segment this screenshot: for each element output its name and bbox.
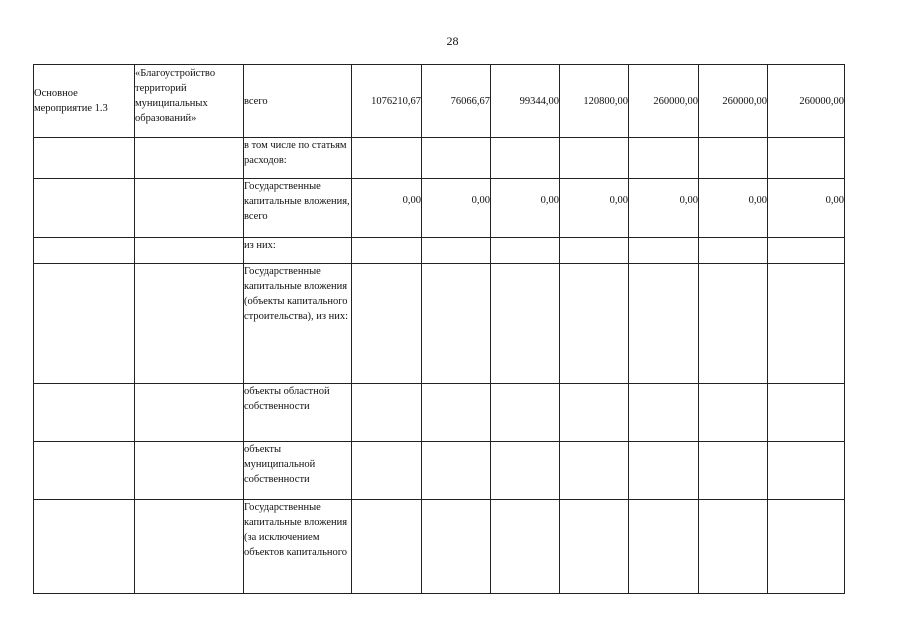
amount-cell xyxy=(699,442,768,500)
amount-cell: 76066,67 xyxy=(422,65,491,138)
main-event-cell xyxy=(34,238,135,264)
table-row xyxy=(34,138,845,179)
amount-cell xyxy=(629,384,699,442)
amount-cell: 1076210,67 xyxy=(352,65,422,138)
expense-item-label: объекты областной собственности xyxy=(244,384,352,442)
amount-cell xyxy=(422,264,491,384)
event-name-cell xyxy=(135,384,244,442)
amount-cell: 0,00 xyxy=(629,179,699,238)
amount-cell: 0,00 xyxy=(560,179,629,238)
amount-cell xyxy=(491,384,560,442)
amount-cell xyxy=(768,384,845,442)
main-event-cell xyxy=(34,384,135,442)
amount-cell xyxy=(491,264,560,384)
event-name-cell xyxy=(135,179,244,238)
table-row xyxy=(34,65,845,138)
table-row xyxy=(34,500,845,594)
amount-cell: 0,00 xyxy=(352,179,422,238)
event-name-cell xyxy=(135,138,244,179)
main-event-cell xyxy=(34,138,135,179)
event-name-cell xyxy=(135,264,244,384)
amount-cell xyxy=(560,138,629,179)
amount-cell xyxy=(699,138,768,179)
amount-cell xyxy=(768,264,845,384)
amount-cell xyxy=(560,238,629,264)
amount-cell xyxy=(699,500,768,594)
amount-cell: 260000,00 xyxy=(768,65,845,138)
amount-cell xyxy=(352,442,422,500)
event-name-cell xyxy=(135,500,244,594)
amount-cell xyxy=(560,264,629,384)
amount-cell xyxy=(352,384,422,442)
amount-cell xyxy=(560,442,629,500)
event-name-cell: «Благоустройство территорий муниципальных образований» xyxy=(135,65,244,138)
expense-item-label: объекты муниципальной собственности xyxy=(244,442,352,500)
amount-cell xyxy=(629,238,699,264)
amount-cell: 260000,00 xyxy=(699,65,768,138)
amount-cell xyxy=(422,238,491,264)
amount-cell xyxy=(422,500,491,594)
table-row xyxy=(34,442,845,500)
event-name-cell xyxy=(135,238,244,264)
amount-cell: 99344,00 xyxy=(491,65,560,138)
table-row xyxy=(34,238,845,264)
expense-item-label: всего xyxy=(244,65,352,138)
amount-cell xyxy=(352,500,422,594)
main-event-cell xyxy=(34,179,135,238)
amount-cell xyxy=(560,384,629,442)
amount-cell xyxy=(629,264,699,384)
budget-table xyxy=(33,64,845,594)
amount-cell xyxy=(768,238,845,264)
amount-cell xyxy=(491,500,560,594)
event-name-cell xyxy=(135,442,244,500)
amount-cell xyxy=(491,442,560,500)
amount-cell xyxy=(422,384,491,442)
expense-item-label: Государственные капитальные вложения, всего xyxy=(244,179,352,238)
amount-cell: 0,00 xyxy=(768,179,845,238)
page-number: 28 xyxy=(446,34,459,48)
amount-cell xyxy=(352,138,422,179)
main-event-cell xyxy=(34,264,135,384)
amount-cell: 0,00 xyxy=(699,179,768,238)
amount-cell xyxy=(768,500,845,594)
amount-cell: 260000,00 xyxy=(629,65,699,138)
amount-cell xyxy=(699,264,768,384)
amount-cell xyxy=(629,500,699,594)
main-event-cell: Основное мероприятие 1.3 xyxy=(34,65,135,138)
amount-cell xyxy=(422,442,491,500)
amount-cell xyxy=(699,384,768,442)
amount-cell xyxy=(768,442,845,500)
amount-cell xyxy=(768,138,845,179)
expense-item-label: из них: xyxy=(244,238,352,264)
amount-cell xyxy=(352,238,422,264)
amount-cell xyxy=(352,264,422,384)
amount-cell xyxy=(629,138,699,179)
table-row xyxy=(34,179,845,238)
table-row xyxy=(34,264,845,384)
amount-cell: 0,00 xyxy=(491,179,560,238)
amount-cell: 120800,00 xyxy=(560,65,629,138)
expense-item-label: в том числе по статьям расходов: xyxy=(244,138,352,179)
expense-item-label: Государственные капитальные вложения (объекты капитального строительства), из них: xyxy=(244,264,352,384)
amount-cell xyxy=(422,138,491,179)
amount-cell xyxy=(491,138,560,179)
main-event-cell xyxy=(34,500,135,594)
amount-cell xyxy=(629,442,699,500)
main-event-cell xyxy=(34,442,135,500)
amount-cell xyxy=(699,238,768,264)
table-row xyxy=(34,384,845,442)
amount-cell: 0,00 xyxy=(422,179,491,238)
amount-cell xyxy=(491,238,560,264)
expense-item-label: Государственные капитальные вложения (за исключением объектов капитального xyxy=(244,500,352,594)
amount-cell xyxy=(560,500,629,594)
